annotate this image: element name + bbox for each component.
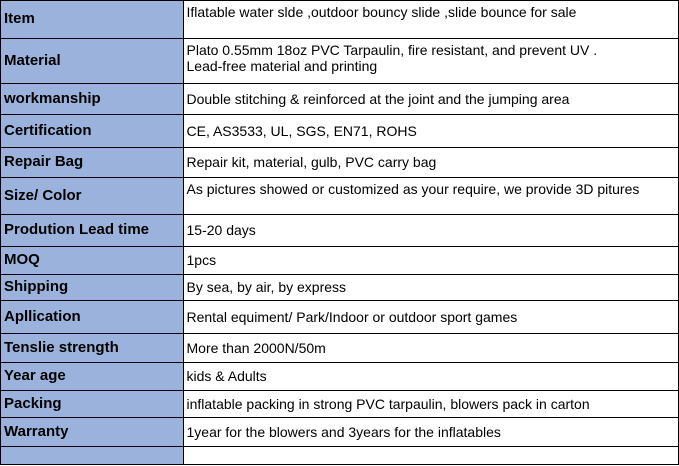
table-row [1,362,678,390]
table-row [1,390,678,417]
row-label: Apllication [1,300,183,333]
row-label: Prodution Lead time [1,214,183,246]
table-row [1,274,678,300]
row-value-text: Lead-free material and printing [186,57,378,74]
row-label: Warranty [1,417,183,446]
table-row [1,417,678,446]
row-value-text: Rental equiment/ Park/Indoor or outdoor sport games [186,308,518,325]
table-row [1,177,678,214]
row-label: Shipping [1,274,183,300]
row-label: Item [1,1,183,38]
row-value [183,114,678,147]
row-value-text: Repair kit, material, gulb, PVC carry bag [186,154,437,170]
row-value [183,83,678,114]
row-value-text: As pictures showed or customized as your require, we provide 3D pitures [186,180,640,197]
row-value [183,274,678,300]
row-value [183,147,678,177]
table-row [1,300,678,333]
row-value-text: Plato 0.55mm 18oz PVC Tarpaulin, fire resistant, and prevent UV . [186,41,598,58]
row-value [183,446,678,464]
row-label: Tenslie strength [1,333,183,362]
row-label: MOQ [1,246,183,274]
row-value-text: kids & Adults [186,368,267,384]
spec-table [1,1,678,465]
table-row [1,214,678,246]
row-value [183,333,678,362]
table-row [1,147,678,177]
table-row [1,83,678,114]
table-row [1,38,678,83]
row-value [183,177,678,214]
row-value [183,1,678,38]
table-row [1,246,678,274]
row-label: Certification [1,114,183,147]
row-value [183,417,678,446]
row-label: Year age [1,362,183,390]
row-value-text: CE, AS3533, UL, SGS, EN71, ROHS [186,122,417,139]
row-value [183,390,678,417]
row-value [183,246,678,274]
row-value-text: Double stitching & reinforced at the joint and the jumping area [186,90,570,107]
table-row [1,1,678,38]
row-value [183,300,678,333]
row-value-text: 1year for the blowers and 3years for the inflatables [186,423,501,440]
row-label: Size/ Color [1,177,183,214]
row-value-text: 15-20 days [186,222,256,238]
row-value-text: 1pcs [186,252,217,268]
row-label: workmanship [1,83,183,114]
table-row [1,446,678,464]
row-label: Material [1,38,183,83]
row-value [183,38,678,83]
table-row [1,114,678,147]
row-value-text: By sea, by air, by express [186,279,347,295]
row-label: Packing [1,390,183,417]
row-value-text: Iflatable water slde ,outdoor bouncy slide ,slide bounce for sale [186,4,577,20]
row-label [1,446,183,464]
row-value-text: More than 2000N/50m [186,339,326,356]
row-value [183,214,678,246]
row-value-text: inflatable packing in strong PVC tarpaulin, blowers pack in carton [186,395,590,412]
table-row [1,333,678,362]
row-label: Repair Bag [1,147,183,177]
row-value [183,362,678,390]
